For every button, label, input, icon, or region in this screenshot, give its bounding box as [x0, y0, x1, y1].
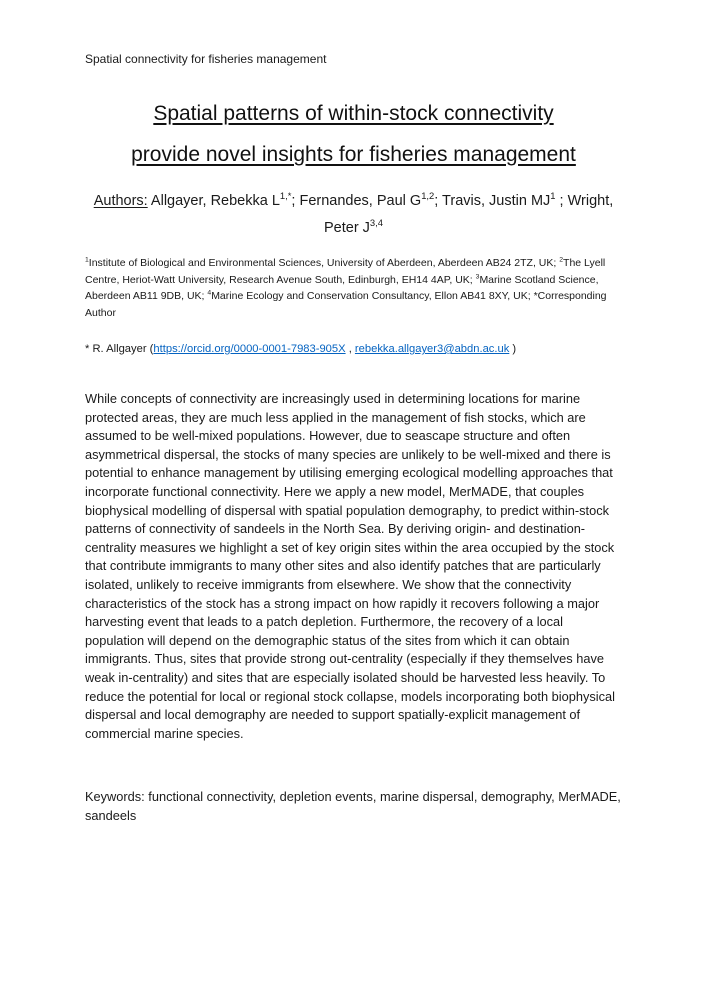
authors-label: Authors: — [93, 193, 148, 209]
corresponding-prefix: * R. Allgayer ( — [85, 343, 154, 355]
author-affiliation-marker: 1,* — [279, 190, 292, 202]
authors-line — [85, 188, 622, 242]
abstract-paragraph: While concepts of connectivity are increasingly used in determining locations for marine protected areas, they are much less applied in the management of fish stocks, which are assumed to be well-mixed populations. However, due to seascape structure and often asymmetrical dispersal, the stocks of many species are unlikely to be well-mixed and there is potential to enhance management by utilising emerging ecological modelling approaches that incorporate functional connectivity. Here we apply a new model, MerMADE, that couples biophysical modelling of dispersal with spatial population demography, to predict within-stock patterns of connectivity of sandeels in the North Sea. By deriving origin- and destination-centrality measures we highlight a set of key origin sites within the area occupied by the stock that contribute immigrants to many other sites and also identify patches that are particularly isolated, unlikely to receive immigrants from elsewhere. We show that the connectivity characteristics of the stock has a strong impact on how rapidly it recovers following a major harvesting event that leads to a patch depletion. Furthermore, the recovery of a local population will depend on the demographic status of the sites from which it can obtain immigrants. Thus, sites that provide strong out-centrality (especially if they themselves have weak in-centrality) and sites that are especially isolated should be harvested less heavily. To reduce the potential for local or regional stock collapse, models incorporating both biophysical dispersal and local demography are needed to support spatially-explicit management of commercial marine species. — [85, 391, 615, 741]
affiliation-text: The Lyell Centre, Heriot-Watt University, Research Avenue South, Edinburgh, EH14 4AP, UK; — [85, 257, 606, 286]
author-name: Allgayer, Rebekka L — [147, 193, 280, 209]
author-affiliation-marker: 1 — [550, 190, 556, 202]
author-name: ; Fernandes, Paul G — [291, 193, 422, 209]
paper-title — [85, 93, 622, 175]
affiliation-text: Institute of Biological and Environmental Sciences, University of Aberdeen, Aberdeen AB24 2TZ, UK; — [88, 257, 560, 269]
author-affiliation-marker: 3,4 — [369, 217, 383, 229]
running-head: Spatial connectivity for fisheries management — [85, 52, 327, 66]
affiliation-text: Marine Scotland Science, Aberdeen AB11 9DB, UK; — [85, 273, 599, 302]
paper-title-line-1: Spatial patterns of within-stock connectivity — [153, 102, 554, 125]
affiliation-marker: 2 — [559, 256, 564, 264]
affiliations — [85, 255, 622, 321]
affiliation-marker: 4 — [207, 289, 212, 297]
email-link[interactable]: rebekka.allgayer3@abdn.ac.uk — [354, 343, 510, 355]
affiliation-text: Marine Ecology and Conservation Consultancy, Ellon AB41 8XY, UK; *Corresponding Author — [85, 290, 607, 319]
paper-title-line-2: provide novel insights for fisheries management — [131, 143, 576, 166]
keywords-paragraph: Keywords: functional connectivity, depletion events, marine dispersal, demography, MerMADE, sandeels — [85, 789, 621, 823]
author-name: ; Travis, Justin MJ — [434, 193, 551, 209]
author-name: ; Wright, Peter J — [323, 193, 614, 236]
corresponding-separator: , — [345, 343, 355, 355]
affiliation-marker: 3 — [475, 273, 480, 280]
corresponding-suffix: ) — [509, 343, 517, 355]
corresponding-author-line — [85, 342, 622, 357]
orcid-link[interactable]: https://orcid.org/0000-0001-7983-905X — [153, 343, 346, 355]
affiliation-marker: 1 — [85, 256, 89, 264]
author-affiliation-marker: 1,2 — [421, 190, 435, 202]
